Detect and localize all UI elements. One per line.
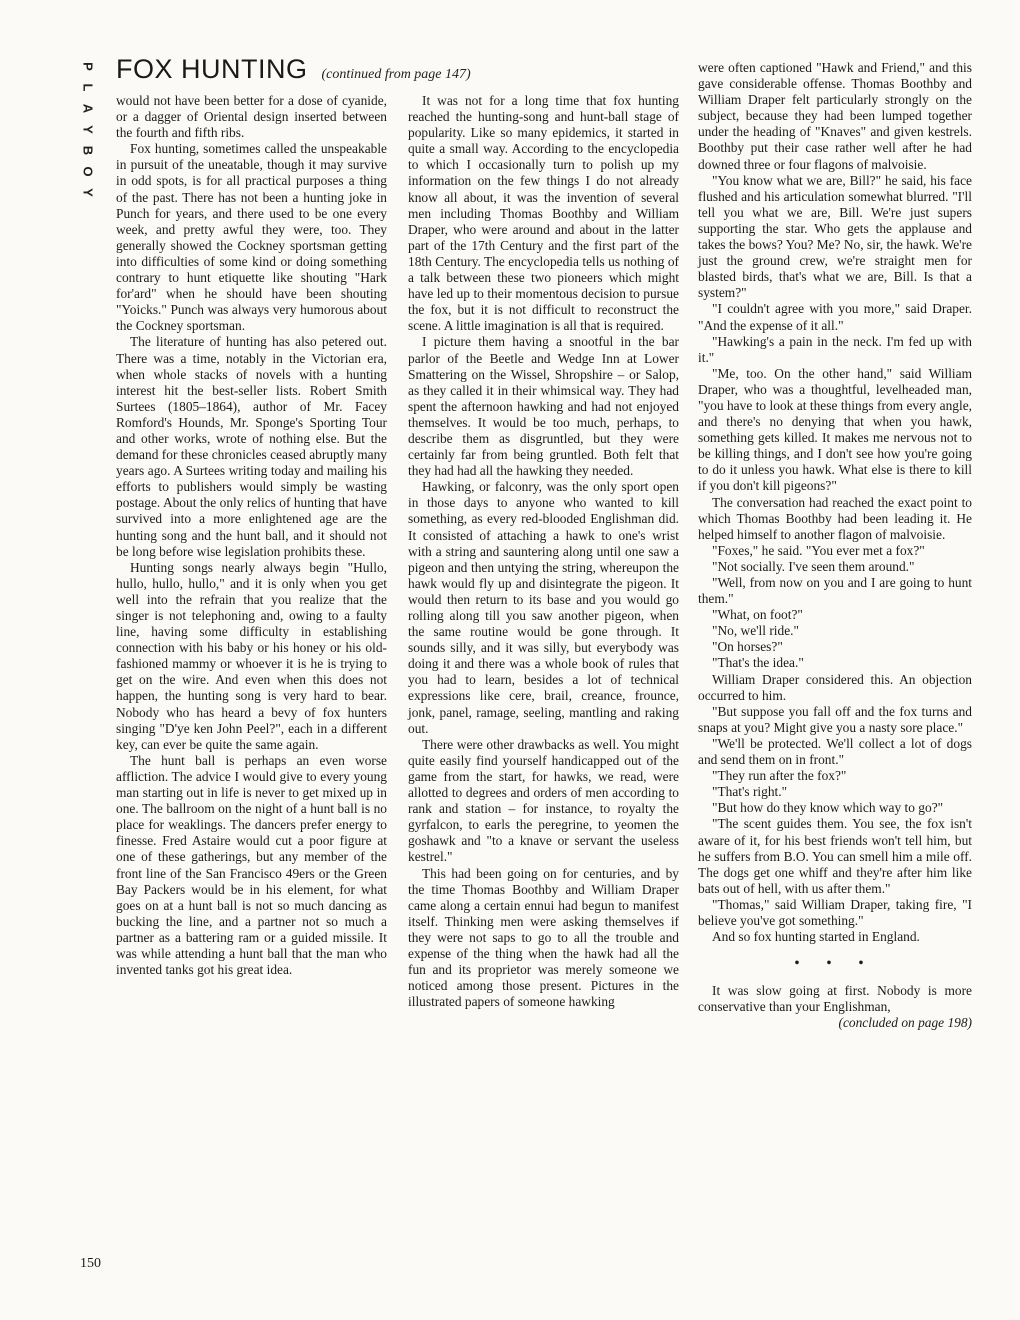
paragraph: "On horses?" bbox=[712, 639, 783, 655]
paragraph: "They run after the fox?" bbox=[712, 768, 847, 784]
paragraph: "That's the idea." bbox=[712, 655, 804, 671]
paragraph: Fox hunting, sometimes called the unspeakable in pursuit of the uneatable, though it may survive in odd spots, is for all practical purposes a thing of the past. There has not been a hunting joke in Punch for years, and there used to be one every week, and pretty awful they were, too. They generally showed the Cockney sportsman getting into difficulties of some kind or doing something contrary to hunt etiquette like shouting "Hark for'ard" when he should have been shouting "Yoicks." Punch was always very humorous about the Cockney sportsman. bbox=[116, 141, 387, 334]
magazine-label-letter: B bbox=[80, 145, 96, 156]
paragraph: It was slow going at first. Nobody is more conservative than your Englishman, bbox=[698, 983, 972, 1015]
paragraph: were often captioned "Hawk and Friend," and this gave considerable offense. Thomas Boothby and William Draper felt particularly strongly on the subject, because they had been lumped together under the heading of "Knaves" and given kestrels. Boothby put their case rather well after he had downed three or four flagons of malvoisie. bbox=[698, 60, 972, 172]
paragraph: There were other drawbacks as well. You might quite easily find yourself handicapped out of the game from the start, for hawks, we read, were allotted to degrees and orders of men according to rank and station – for instance, to royalty the gyrfalcon, to earls the peregrine, to yeomen the goshawk and "to a knave or servant the useless kestrel." bbox=[408, 736, 679, 865]
paragraph: "But suppose you fall off and the fox turns and snaps at you? Might give you a nasty sore place." bbox=[698, 703, 972, 735]
magazine-label-letter: Y bbox=[80, 125, 96, 134]
paragraph: "What, on foot?" bbox=[712, 607, 803, 623]
paragraph: "Foxes," he said. "You ever met a fox?" bbox=[712, 542, 925, 558]
paragraph: The conversation had reached the exact point to which Thomas Boothby had been leading it. He helped himself to another flagon of malvoisie. bbox=[698, 494, 972, 542]
article-header bbox=[116, 54, 471, 90]
magazine-label-letter: Y bbox=[80, 188, 96, 197]
magazine-label-letter: P bbox=[80, 62, 96, 71]
paragraph: "You know what we are, Bill?" he said, his face flushed and his articulation somewhat blurred. "I'll tell you what we are, Bill. We're just supers supporting the star. Who gets the applause and takes the bows? You? Me? No, sir, the hawk. We're just the ground crew, we're straight men for blasted birds, that's what we are, Bill. Is that a system?" bbox=[698, 172, 972, 301]
continued-from-note: (continued from page 147) bbox=[321, 67, 471, 82]
page-number: 150 bbox=[80, 1256, 101, 1271]
paragraph: "Me, too. On the other hand," said William Draper, who was a thoughtful, levelheaded man, "you have to look at these things from every angle, and there's no denying that when you hawk, something gets killed. It makes me nervous not to be killing things, and I don't see how you're going to do it unless you hawk. What else is there to kill if you don't kill pigeons?" bbox=[698, 365, 972, 494]
paragraph: Hunting songs nearly always begin "Hullo, hullo, hullo, hullo," and it is only when you get well into the refrain that you realize that the singer is not telephoning and, owing to a faulty line, having some difficulty in establishing connection with his baby or his honey or his old-fashioned mammy or whoever it is he is trying to get on the wire. And even when this does not happen, the hunting song is very hard to bear. Nobody who has heard a bevy of fox hunters singing "D'ye ken John Peel?", each in a different key, can ever be quite the same again. bbox=[116, 559, 387, 752]
concluded-on-note: (concluded on page 198) bbox=[838, 1015, 972, 1031]
paragraph: "That's right." bbox=[712, 784, 788, 800]
paragraph: "No, we'll ride." bbox=[712, 623, 799, 639]
paragraph: "Hawking's a pain in the neck. I'm fed up with it." bbox=[698, 333, 972, 365]
paragraph: "Thomas," said William Draper, taking fire, "I believe you've got something." bbox=[698, 896, 972, 928]
paragraph: Hawking, or falconry, was the only sport open in those days to anyone who wanted to kill something, as every red-blooded Englishman did. It consisted of attaching a hawk to one's wrist with a string and sauntering along until one saw a pigeon and then untying the string, whereupon the hawk would fly up and disintegrate the pigeon. It would then return to its base and you would go rolling along till you saw another pigeon, when the same routine would be gone through. It sounds silly, and it was silly, but everybody was doing it and there was a whole book of rules that you had to learn, besides a lot of technical expressions like cere, brail, creance, frounce, jonk, panel, ramage, seeling, mantling and raking out. bbox=[408, 479, 679, 736]
magazine-label-letter: O bbox=[80, 166, 96, 177]
article-title: FOX HUNTING bbox=[116, 54, 308, 84]
paragraph: "We'll be protected. We'll collect a lot of dogs and send them on in front." bbox=[698, 735, 972, 768]
paragraph: "Not socially. I've seen them around." bbox=[712, 558, 915, 574]
paragraph: The hunt ball is perhaps an even worse affliction. The advice I would give to every young man starting out in life is never to get mixed up in one. The ballroom on the night of a hunt ball is no place for weaklings. The dancers prefer energy to finesse. Fred Astaire would cut a poor figure at one of these gatherings, but any member of the front line of the San Francisco 49ers or the Green Bay Packers would be in his element, for what goes on at a hunt ball is not so much dancing as bucking the line, and a partner not so much a partner as a battering ram or a guided missile. It was while attending a hunt ball that the man who invented tanks got his great idea. bbox=[116, 752, 387, 978]
paragraph: This had been going on for centuries, and by the time Thomas Boothby and William Draper came along a certain ennui had begun to manifest itself. Thinking men were asking themselves if they were not saps to go to all the trouble and expense of the thing when the hawk had all the fun and its proprietor was merely someone we noticed among those present. Pictures in the illustrated papers of someone hawking bbox=[408, 865, 679, 1010]
paragraph: It was not for a long time that fox hunting reached the hunting-song and hunt-ball stage of popularity. Like so many epidemics, it started in quite a small way. According to the encyclopedia to which I occasionally turn to polish up my information on the few things I do not already know all about, it was the invention of several men including Thomas Boothby and William Draper, who were around and about in the latter part of the 17th Century and the first part of the 18th Century. The encyclopedia tells us nothing of a talk between these two pioneers which might have led up to their momentous decision to pursue the fox, but it is not difficult to reconstruct the scene. A little imagination is all that is required. bbox=[408, 93, 679, 334]
paragraph: I picture them having a snootful in the bar parlor of the Beetle and Wedge Inn at Lower Smattering on the Wissel, Shropshire – or Salop, as they called it in their whimsical way. They had spent the afternoon hawking and had not enjoyed themselves. It would be too much, perhaps, to describe them as disgruntled, but they were certainly far from being gruntled. Both felt that they had had all the hawking they needed. bbox=[408, 334, 679, 479]
text-column-3 bbox=[698, 60, 972, 1032]
paragraph: William Draper considered this. An objection occurred to him. bbox=[698, 671, 972, 703]
paragraph: The literature of hunting has also petered out. There was a time, notably in the Victorian era, when whole stacks of novels with a hunting interest hit the best-seller lists. Robert Smith Surtees (1805–1864), author of Mr. Facey Romford's Hounds, Mr. Sponge's Sporting Tour and other works, wrote of nothing else. But the demand for these chronicles ceased abruptly many years ago. A Surtees writing today and mailing his efforts to publishers would simply be wasting postage. About the only relics of hunting that have survived into a more enlightened age are the hunting song and the hunt ball, and it should not be long before wise legislation prohibits these. bbox=[116, 334, 387, 559]
text-column-1 bbox=[116, 93, 387, 978]
magazine-label-letter: L bbox=[80, 83, 96, 92]
paragraph: "But how do they know which way to go?" bbox=[712, 800, 944, 816]
paragraph: would not have been better for a dose of cyanide, or a dagger of Oriental design inserted between the fourth and fifth ribs. bbox=[116, 93, 387, 141]
text-column-2 bbox=[408, 93, 679, 1010]
paragraph: "Well, from now on you and I are going to hunt them." bbox=[698, 575, 972, 607]
section-separator: • • • bbox=[794, 955, 876, 971]
magazine-label-letter: A bbox=[80, 103, 96, 114]
paragraph: And so fox hunting started in England. bbox=[712, 929, 920, 945]
magazine-vertical-label bbox=[78, 56, 98, 203]
paragraph: "The scent guides them. You see, the fox isn't aware of it, for his best friends won't tell him, but he suffers from B.O. You can smell him a mile off. The dogs get one whiff and they're after him like bats out of hell, with us after them." bbox=[698, 816, 972, 896]
paragraph: "I couldn't agree with you more," said Draper. "And the expense of it all." bbox=[698, 301, 972, 333]
